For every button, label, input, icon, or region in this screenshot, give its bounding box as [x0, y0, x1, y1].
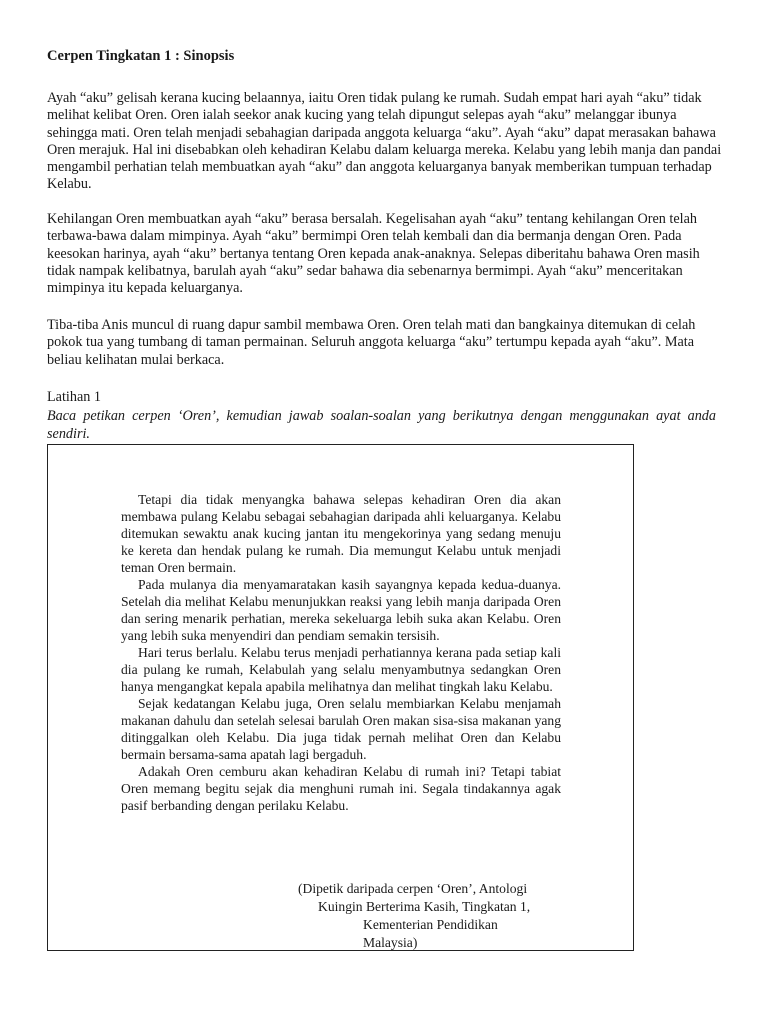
- citation-line-4: Malaysia): [363, 935, 418, 950]
- citation-line-1: (Dipetik daripada cerpen ‘Oren’, Antologi: [298, 881, 528, 896]
- exercise-heading: Latihan 1: [47, 389, 101, 405]
- excerpt-paragraph-4: Sejak kedatangan Kelabu juga, Oren selalu membiarkan Kelabu menjamah makanan dahulu dan setelah selesai barulah Oren makan sisa-sisa makanan yang ditinggalkan oleh Kelabu. Dia juga tidak pernah melihat Oren dan Kelabu bermain bersama-sama apatah lagi bergaduh.: [121, 696, 561, 762]
- synopsis-paragraph-2: Kehilangan Oren membuatkan ayah “aku” berasa bersalah. Kegelisahan ayah “aku” tentang kehilangan Oren telah terbawa-bawa dalam mimpinya. Ayah “aku” bermimpi Oren telah kembali dan dia bermanja dengan Oren. Pada keesokan harinya, ayah “aku” bertanya tentang Oren kepada anak-anaknya. Selepas diberitahu bahawa Oren masih tidak nampak kelibatnya, barulah ayah “aku” sedar bahawa dia sebenarnya bermimpi. Ayah “aku” menceritakan mimpinya itu kepada keluarganya.: [47, 211, 700, 297]
- excerpt-paragraph-3: Hari terus berlalu. Kelabu terus menjadi perhatiannya kerana pada setiap kali dia pulang ke rumah, Kelabulah yang selalu menyambutnya sedangkan Oren hanya mengangkat kepala apabila melihatnya dan melihat tingkah laku Kelabu.: [121, 645, 561, 694]
- synopsis-paragraph-1: Ayah “aku” gelisah kerana kucing belaannya, iaitu Oren tidak pulang ke rumah. Sudah empat hari ayah “aku” tidak melihat kelibat Oren. Oren ialah seekor anak kucing yang telah dipungut selepas ayah “aku” melanggar ibunya sehingga mati. Oren telah menjadi sebahagian daripada anggota keluarga “aku”. Ayah “aku” dapat merasakan bahawa Oren merajuk. Hal ini disebabkan oleh kehadiran Kelabu dalam keluarga mereka. Kelabu yang lebih manja dan pandai mengambil perhatian telah membuatkan ayah “aku” dan anggota keluarganya banyak memberikan tumpuan terhadap Kelabu.: [47, 90, 722, 193]
- excerpt-paragraph-2: Pada mulanya dia menyamaratakan kasih sayangnya kepada kedua-duanya. Setelah dia melihat Kelabu menunjukkan reaksi yang lebih manja daripada Oren dan sering menarik perhatian, mereka sekeluarga lebih suka akan Kelabu. Oren yang lebih suka menyendiri dan pendiam semakin tersisih.: [121, 577, 561, 643]
- excerpt-citation: [298, 880, 568, 952]
- excerpt-box: [47, 444, 634, 951]
- synopsis-paragraph-3: Tiba-tiba Anis muncul di ruang dapur sambil membawa Oren. Oren telah mati dan bangkainya ditemukan di celah pokok tua yang tumbang di taman permainan. Seluruh anggota keluarga “aku” tertumpu kepada ayah “aku”. Mata beliau kelihatan mulai berkaca.: [47, 317, 696, 368]
- excerpt-paragraph-5: Adakah Oren cemburu akan kehadiran Kelabu di rumah ini? Tetapi tabiat Oren memang begitu sejak dia menghuni rumah ini. Segala tindakannya agak pasif berbanding dengan perilaku Kelabu.: [121, 764, 561, 813]
- citation-line-3: Kementerian Pendidikan: [363, 917, 498, 932]
- exercise-instruction: Baca petikan cerpen ‘Oren’, kemudian jawab soalan-soalan yang berikutnya dengan menggunakan ayat anda sendiri.: [47, 408, 716, 442]
- citation-line-2: Kuingin Berterima Kasih, Tingkatan 1,: [318, 899, 531, 914]
- excerpt-text: [121, 491, 561, 814]
- document-title: Cerpen Tingkatan 1 : Sinopsis: [47, 48, 235, 64]
- excerpt-paragraph-1: Tetapi dia tidak menyangka bahawa selepas kehadiran Oren dia akan membawa pulang Kelabu sebagai sebahagian daripada ahli keluarganya. Kelabu ditemukan sewaktu anak kucing jantan itu mengekorinya yang sedang menuju ke kereta dan hendak pulang ke rumah. Dia memungut Kelabu untuk menjadi teman Oren bermain.: [121, 492, 561, 575]
